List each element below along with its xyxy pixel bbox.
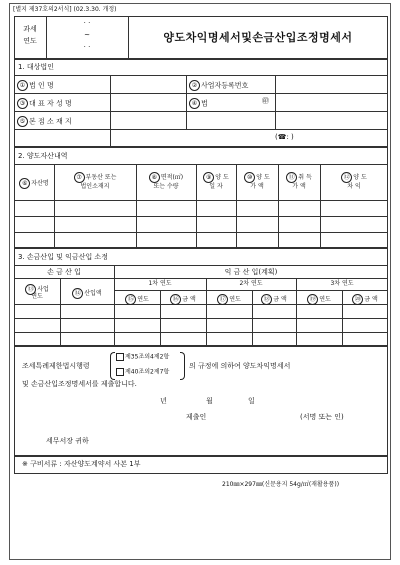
tax-year-tilde: ~	[84, 31, 90, 39]
loss-header: 손 금 산 입	[47, 268, 81, 276]
section3-heading: 3. 손금산입 및 익금산입 소정	[18, 253, 108, 261]
seal-mark: ㊞	[262, 97, 269, 105]
form-title: 양도차익명세서및손금산입조정명세서	[163, 31, 353, 44]
phone-field[interactable]: (☎: )	[275, 133, 294, 141]
sub-col-amt2: ⑱ 금 액	[252, 294, 296, 305]
tax-year-label-1: 과세	[23, 25, 37, 33]
sign-label[interactable]: (서명 또는 인)	[300, 413, 344, 421]
brace-right	[180, 352, 185, 380]
option-35-checkbox[interactable]: 제35조의4제2항	[116, 353, 169, 361]
date-day: 일	[248, 397, 255, 405]
rep-name-label: ③ 대 표 자 성 명	[17, 98, 72, 109]
col-location: ⑦ 부동산 또는	[54, 172, 136, 183]
option-40-checkbox[interactable]: 제40조의2제7항	[116, 368, 169, 376]
hq-addr-field[interactable]	[111, 112, 387, 128]
section1-heading: 1. 대상법인	[18, 63, 54, 71]
year2-header: 2차 연도	[239, 280, 263, 287]
addressee: 세무서장 귀하	[46, 437, 89, 445]
sub-col-amt3: ⑳ 금 액	[342, 294, 388, 305]
col-gain-2: 차 익	[347, 183, 361, 190]
law-prefix: 조세특례제한법시행령	[22, 362, 90, 370]
tax-year-label-2: 연도	[23, 37, 37, 45]
col-gain: ⑫ 양 도	[320, 172, 388, 183]
sub-col-amt1: ⑯ 금 액	[160, 294, 206, 305]
submitter-label: 제출인	[186, 413, 207, 421]
col-transfer-date: ⑨ 양 도	[196, 172, 236, 183]
tax-year-start: · ·	[83, 19, 91, 27]
sub-col-year3: ⑲ 연도	[296, 294, 342, 305]
corp-name-field[interactable]	[111, 76, 185, 92]
form-page	[9, 3, 391, 560]
phone-icon: ☎	[277, 133, 287, 141]
col-acq-price-2: 가 액	[292, 183, 306, 190]
year3-header: 3차 연도	[330, 280, 354, 287]
brace-left	[110, 352, 115, 380]
gain-header: 익 금 산 입(계획)	[224, 268, 278, 276]
required-docs: ※ 구비서류 : 자산양도계약서 사본 1부	[22, 460, 141, 468]
col-area: ⑧ 면적(㎡)	[136, 172, 196, 183]
paper-spec: 210㎜×297㎜(신문용지 54g/㎡(재활용품))	[222, 481, 340, 488]
hq-addr-label: ⑤ 본 점 소 재 지	[17, 116, 72, 127]
loss-amount-header: ⑭ 산입액	[60, 288, 114, 299]
sub-col-year1: ⑮ 연도	[114, 294, 160, 305]
rep-name-field[interactable]	[111, 94, 185, 110]
col-acq-price: ⑪ 취 득	[278, 172, 320, 183]
col-area-2: 또는 수량	[153, 183, 179, 190]
sub-col-year2: ⑰ 연도	[206, 294, 252, 305]
col-location-2: 법인소재지	[80, 183, 110, 190]
biz-no-label: ② 사업자등록번호	[189, 80, 248, 91]
tax-year-end: · ·	[83, 43, 91, 51]
col-transfer-price: ⑩ 양 도	[236, 172, 278, 183]
dob-label: ④ 법	[189, 98, 208, 109]
law-suffix: 의 규정에 의하여 양도차익명세서	[189, 362, 291, 370]
section2-heading: 2. 양도자산내역	[18, 152, 68, 160]
biz-year-header-2: 연도	[31, 293, 43, 300]
declaration-line2: 및 손금산입조정명세서를 제출합니다.	[22, 380, 137, 388]
form-reference: [별지 제37호의2서식] (02.3.30. 개정)	[13, 6, 117, 13]
col-transfer-date-2: 일 자	[209, 183, 223, 190]
col-transfer-price-2: 가 액	[250, 183, 264, 190]
col-asset-name: ⑥ 자산명	[14, 178, 54, 189]
biz-no-field[interactable]	[276, 76, 387, 92]
year1-header: 1차 연도	[148, 280, 172, 287]
corp-name-label: ① 법 인 명	[17, 80, 54, 91]
date-month: 월	[206, 397, 213, 405]
date-year: 년	[160, 397, 167, 405]
biz-year-header: ⑬ 사업	[14, 284, 60, 295]
